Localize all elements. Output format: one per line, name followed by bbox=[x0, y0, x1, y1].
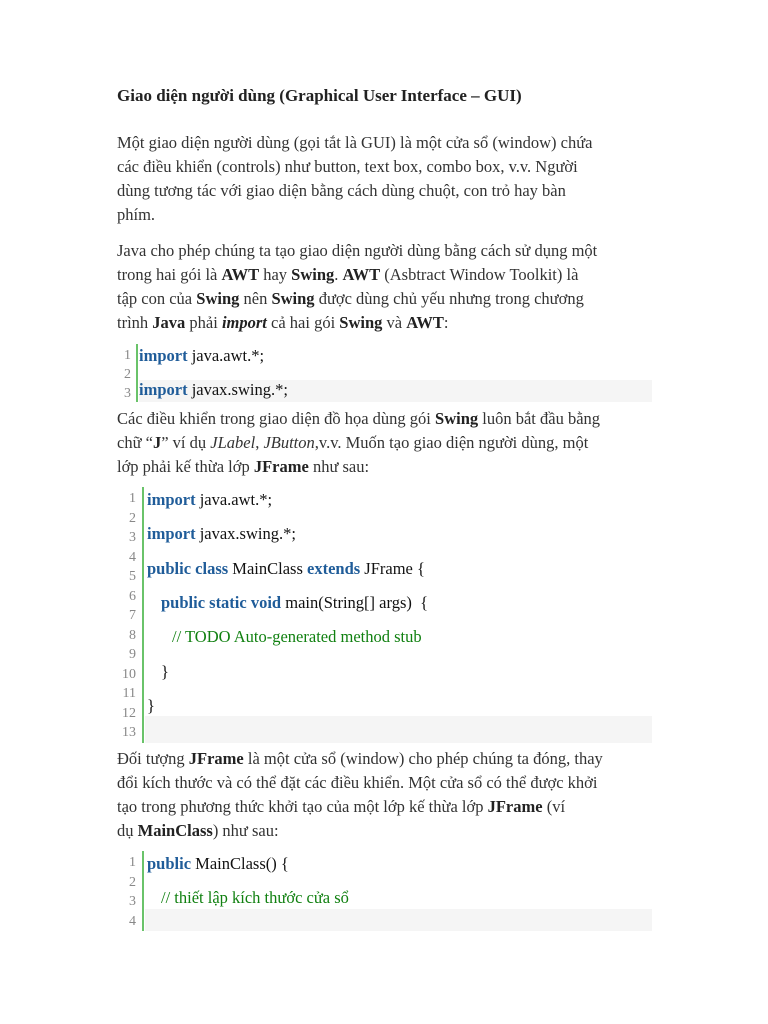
line-number: 1 bbox=[129, 491, 136, 506]
code-line: public class MainClass extends JFrame { bbox=[147, 559, 425, 578]
line-number: 3 bbox=[129, 530, 136, 545]
line-number: 10 bbox=[122, 667, 136, 682]
paragraph-jframe bbox=[117, 747, 657, 843]
line-number: 6 bbox=[129, 589, 136, 604]
code-block-imports bbox=[117, 344, 652, 402]
line-number: 4 bbox=[129, 550, 136, 565]
line-number: 8 bbox=[129, 628, 136, 643]
line-number: 11 bbox=[122, 686, 136, 701]
code-block-constructor bbox=[117, 851, 652, 931]
code-line: } bbox=[147, 696, 155, 715]
line-number: 2 bbox=[129, 511, 136, 526]
paragraph-intro bbox=[117, 131, 657, 227]
text-line: Java cho phép chúng ta tạo giao diện người dùng bằng cách sử dụng một bbox=[117, 241, 598, 260]
text-line: Đối tượng JFrame là một cửa sổ (window) cho phép chúng ta đóng, thay bbox=[117, 749, 603, 768]
code-line: import javax.swing.*; bbox=[147, 524, 296, 543]
line-number: 1 bbox=[129, 855, 136, 870]
text-line: tạo trong phương thức khởi tạo của một lớp kế thừa lớp JFrame (ví bbox=[117, 797, 566, 816]
text-line: dùng tương tác với giao diện bằng cách dùng chuột, con trỏ hay bàn bbox=[117, 181, 566, 200]
line-number: 2 bbox=[124, 367, 131, 382]
text-line: dụ MainClass) như sau: bbox=[117, 821, 279, 840]
line-number: 12 bbox=[122, 706, 136, 721]
paragraph-swing-controls bbox=[117, 407, 657, 479]
line-number: 9 bbox=[129, 647, 136, 662]
line-number: 4 bbox=[129, 914, 136, 929]
line-number: 3 bbox=[124, 386, 131, 401]
text-line: đổi kích thước và có thể đặt các điều khiển. Một cửa sổ có thể được khởi bbox=[117, 773, 598, 792]
text-line: Một giao diện người dùng (gọi tắt là GUI) là một cửa sổ (window) chứa bbox=[117, 133, 593, 152]
line-number: 3 bbox=[129, 894, 136, 909]
text-line: trình Java phải import cả hai gói Swing và AWT: bbox=[117, 313, 449, 332]
line-number: 2 bbox=[129, 875, 136, 890]
page-title: Giao diện người dùng (Graphical User Interface – GUI) bbox=[117, 86, 522, 105]
code-line: import java.awt.*; bbox=[139, 346, 265, 365]
line-number: 5 bbox=[129, 569, 136, 584]
code-comment: // thiết lập kích thước cửa sổ bbox=[161, 888, 349, 907]
line-number: 7 bbox=[129, 608, 136, 623]
text-line: chữ “J” ví dụ JLabel, JButton,v.v. Muốn tạo giao diện người dùng, một bbox=[117, 433, 589, 452]
line-number: 13 bbox=[122, 725, 136, 740]
line-number: 1 bbox=[124, 348, 131, 363]
text-line: trong hai gói là AWT hay Swing. AWT (Asbtract Window Toolkit) là bbox=[117, 265, 579, 284]
code-line: import java.awt.*; bbox=[147, 490, 273, 509]
code-line: import javax.swing.*; bbox=[139, 380, 288, 399]
code-line: public static void main(String[] args) { bbox=[161, 593, 429, 612]
code-block-mainclass bbox=[117, 487, 652, 743]
text-line: tập con của Swing nên Swing được dùng chủ yếu nhưng trong chương bbox=[117, 289, 584, 308]
text-line: các điều khiển (controls) như button, text box, combo box, v.v. Người bbox=[117, 157, 578, 176]
text-line: Các điều khiển trong giao diện đồ họa dùng gói Swing luôn bắt đầu bằng bbox=[117, 409, 601, 428]
text-line: lớp phải kế thừa lớp JFrame như sau: bbox=[117, 457, 370, 476]
code-line: } bbox=[161, 662, 169, 681]
text-line: phím. bbox=[117, 205, 156, 224]
code-line: public MainClass() { bbox=[147, 854, 289, 873]
paragraph-java-packages bbox=[117, 239, 657, 335]
code-comment: // TODO Auto-generated method stub bbox=[172, 627, 422, 646]
